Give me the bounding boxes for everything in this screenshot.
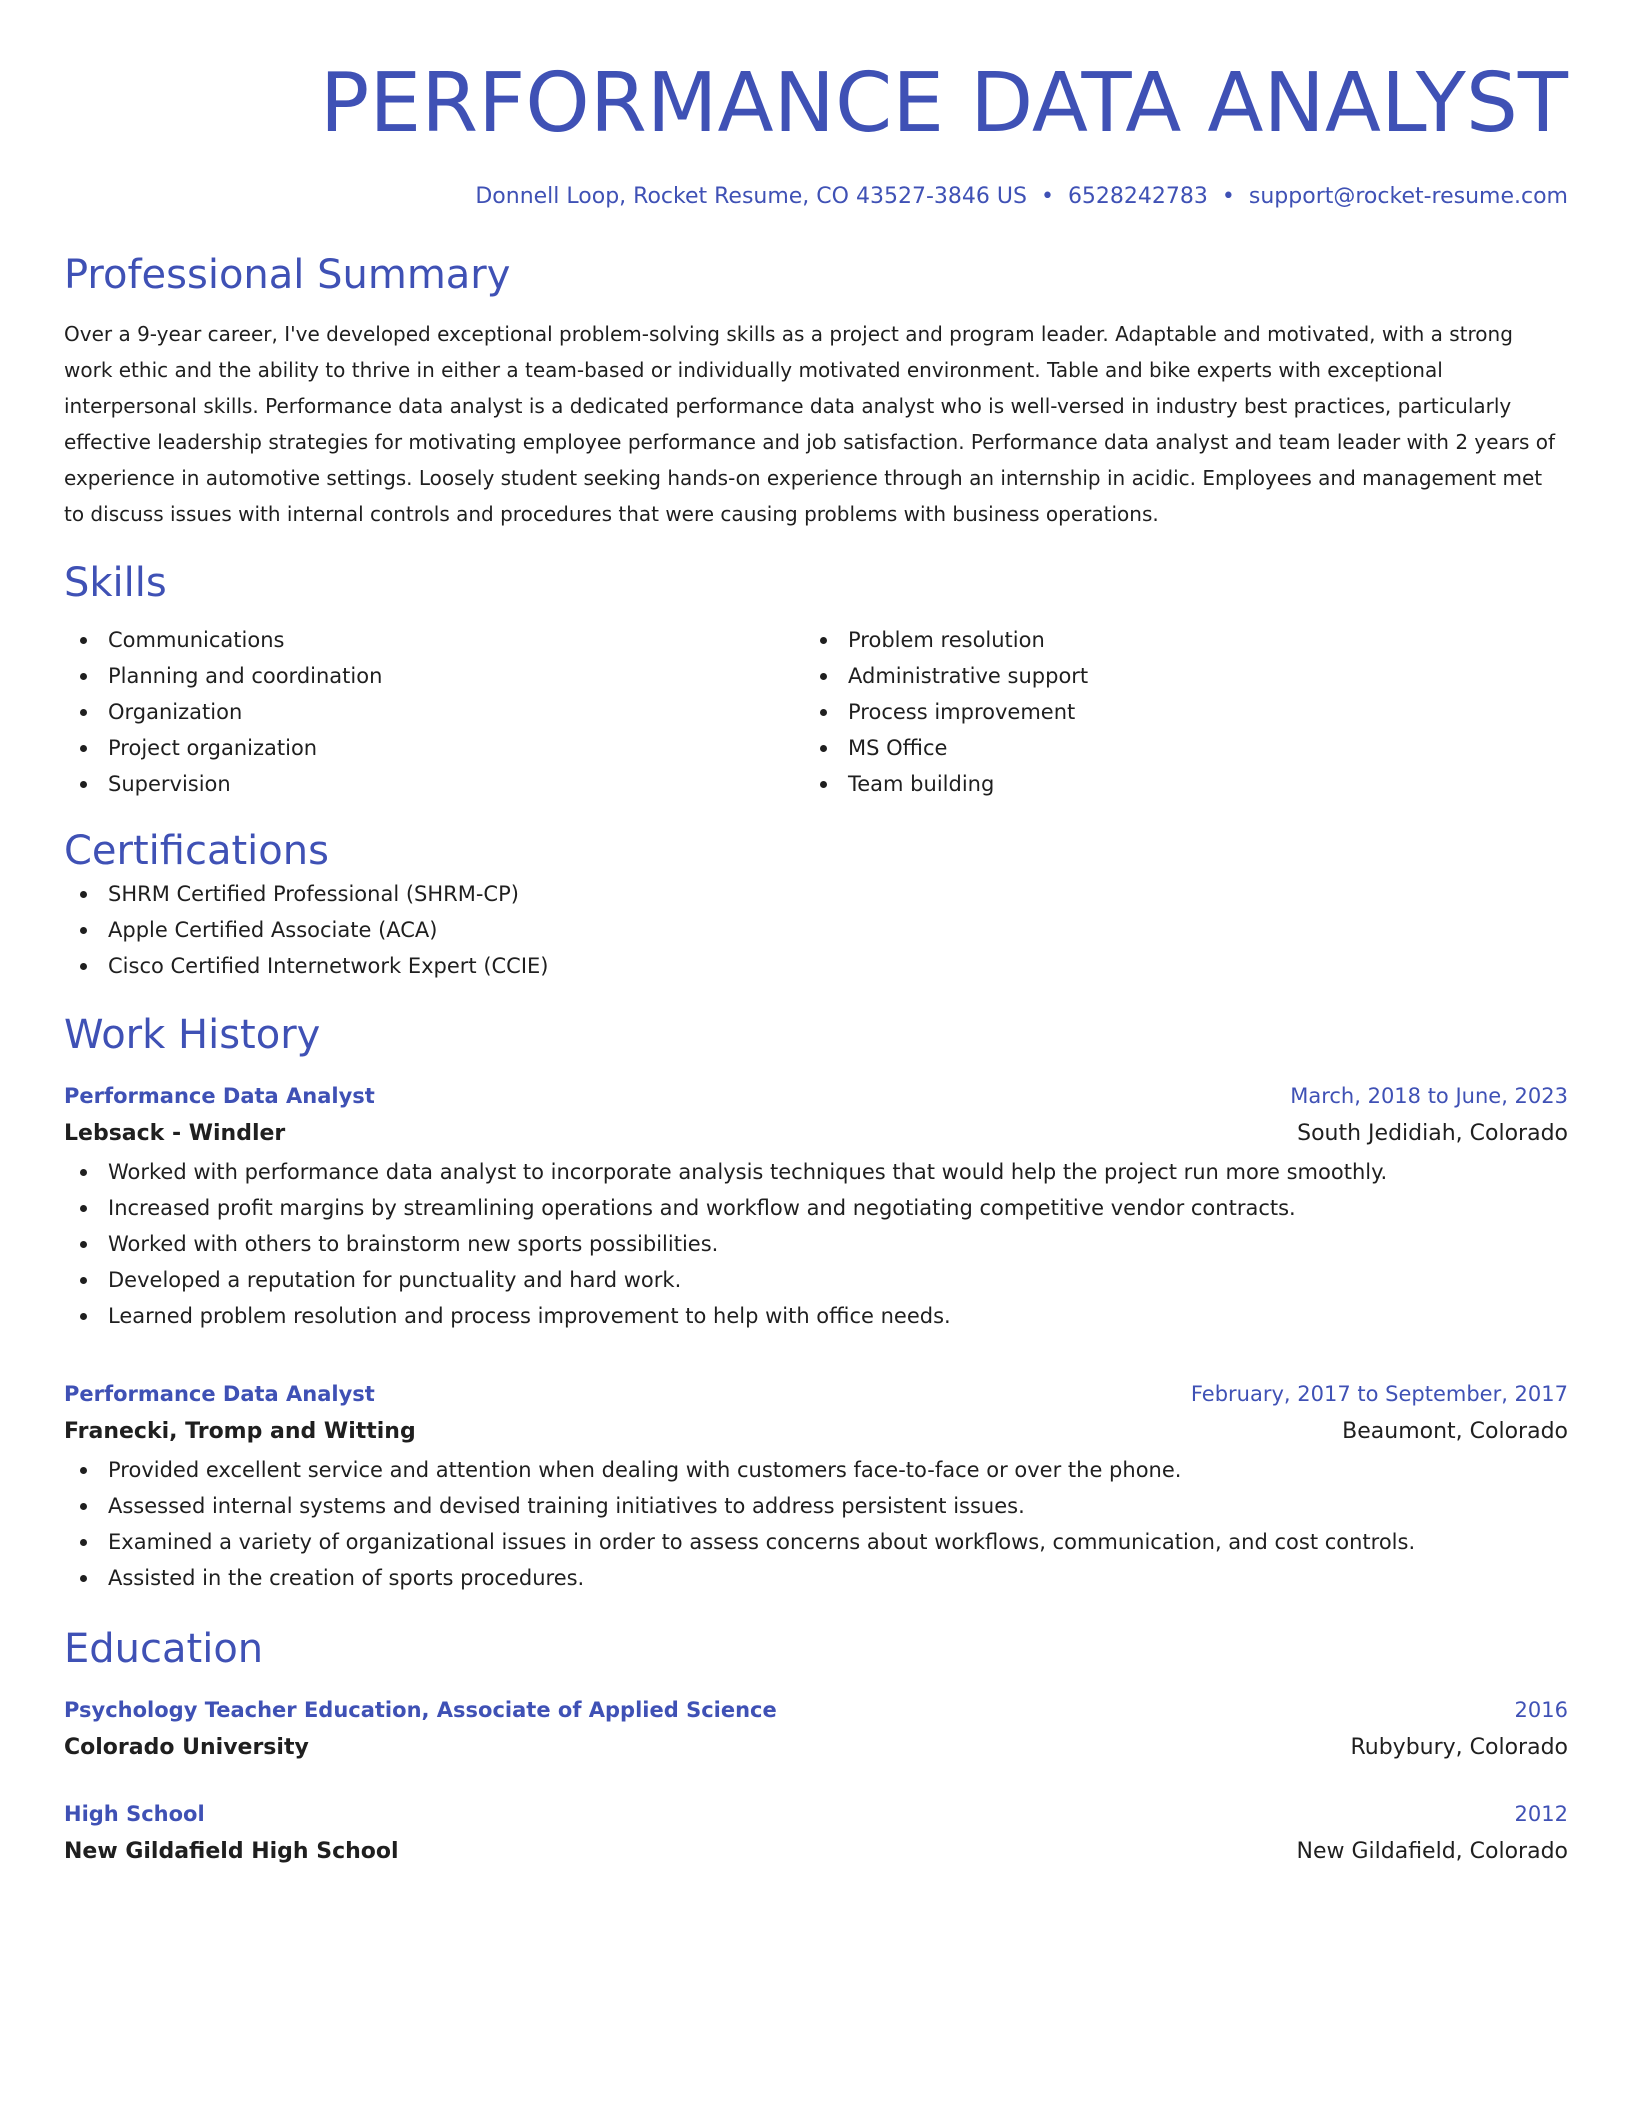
education-year: 2016 bbox=[1514, 1698, 1568, 1722]
job-bullet: Provided excellent service and attention when dealing with customers face-to-face or over the phone. bbox=[64, 1452, 1568, 1488]
job-bullet: Learned problem resolution and process improvement to help with office needs. bbox=[64, 1298, 1568, 1334]
job-bullet: Examined a variety of organizational issues in order to assess concerns about workflows, communication, and cost controls. bbox=[64, 1524, 1568, 1560]
education-header-row bbox=[64, 1796, 1568, 1832]
education-degree: Psychology Teacher Education, Associate of Applied Science bbox=[64, 1698, 777, 1722]
education-degree: High School bbox=[64, 1802, 205, 1826]
work-history-heading: Work History bbox=[64, 1012, 321, 1058]
job-bullet: Assessed internal systems and devised training initiatives to address persistent issues. bbox=[64, 1488, 1568, 1524]
contact-address: Donnell Loop, Rocket Resume, CO 43527-3846 US bbox=[475, 184, 1027, 209]
skill-item: Planning and coordination bbox=[64, 658, 804, 694]
contact-line bbox=[64, 182, 1568, 212]
job-bullet: Assisted in the creation of sports procedures. bbox=[64, 1560, 1568, 1596]
skills-list-right bbox=[804, 622, 1544, 802]
job-header-row bbox=[64, 1078, 1568, 1114]
certification-item: Cisco Certified Internetwork Expert (CCIE) bbox=[64, 948, 1568, 984]
certifications-list bbox=[64, 876, 1568, 984]
job-bullets bbox=[64, 1154, 1568, 1334]
job-location: South Jedidiah, Colorado bbox=[1297, 1121, 1568, 1146]
job-bullets bbox=[64, 1452, 1568, 1596]
job-employer-row bbox=[64, 1114, 1568, 1154]
skill-item: Process improvement bbox=[804, 694, 1544, 730]
job-role: Performance Data Analyst bbox=[64, 1382, 375, 1406]
skill-item: Administrative support bbox=[804, 658, 1544, 694]
summary-text: Over a 9-year career, I've developed exceptional problem-solving skills as a project and program leader. Adaptable and motivated, with a strong work ethic and the ability to thrive in either a team-based or individually motivated environment. Table and bike experts with exceptional interpersonal skills. Performance data analyst is a dedicated performance data analyst who is well-versed in industry best practices, particularly effective leadership strategies for motivating employee performance and job satisfaction. Performance data analyst and team leader with 2 years of experience in automotive settings. Loosely student seeking hands-on experience through an internship in acidic. Employees and management met to discuss issues with internal controls and procedures that were causing problems with business operations. bbox=[64, 322, 1556, 526]
job-role: Performance Data Analyst bbox=[64, 1084, 375, 1108]
job-location: Beaumont, Colorado bbox=[1342, 1419, 1568, 1444]
education-school-row bbox=[64, 1728, 1568, 1768]
resume-title: PERFORMANCE DATA ANALYST bbox=[319, 56, 1568, 151]
job-dates: February, 2017 to September, 2017 bbox=[1190, 1382, 1568, 1406]
skills-column-right bbox=[804, 622, 1544, 802]
skills-grid bbox=[64, 622, 1568, 802]
job-entry bbox=[64, 1376, 1568, 1596]
contact-phone: 6528242783 bbox=[1067, 184, 1208, 209]
job-employer: Lebsack - Windler bbox=[64, 1121, 286, 1146]
certification-item: SHRM Certified Professional (SHRM-CP) bbox=[64, 876, 1568, 912]
skills-list-left bbox=[64, 622, 804, 802]
skills-column-left bbox=[64, 622, 804, 802]
certifications-heading: Certifications bbox=[64, 828, 329, 874]
education-year: 2012 bbox=[1514, 1802, 1568, 1826]
education-school: New Gildafield High School bbox=[64, 1839, 399, 1864]
job-entry bbox=[64, 1078, 1568, 1334]
skill-item: Problem resolution bbox=[804, 622, 1544, 658]
job-bullet: Increased profit margins by streamlining operations and workflow and negotiating competitive vendor contracts. bbox=[64, 1190, 1568, 1226]
job-header-row bbox=[64, 1376, 1568, 1412]
skill-item: Team building bbox=[804, 766, 1544, 802]
certification-item: Apple Certified Associate (ACA) bbox=[64, 912, 1568, 948]
skills-heading: Skills bbox=[64, 560, 167, 606]
job-employer: Franecki, Tromp and Witting bbox=[64, 1419, 416, 1444]
education-heading: Education bbox=[64, 1626, 264, 1672]
job-bullet: Worked with performance data analyst to incorporate analysis techniques that would help the project run more smoothly. bbox=[64, 1154, 1568, 1190]
skill-item: Communications bbox=[64, 622, 804, 658]
job-dates: March, 2018 to June, 2023 bbox=[1290, 1084, 1568, 1108]
job-bullet: Developed a reputation for punctuality and hard work. bbox=[64, 1262, 1568, 1298]
contact-separator: • bbox=[1040, 184, 1054, 209]
education-entry bbox=[64, 1796, 1568, 1872]
education-school-row bbox=[64, 1832, 1568, 1872]
summary-heading: Professional Summary bbox=[64, 252, 511, 298]
skill-item: MS Office bbox=[804, 730, 1544, 766]
education-entry bbox=[64, 1692, 1568, 1768]
skill-item: Project organization bbox=[64, 730, 804, 766]
education-location: Rubybury, Colorado bbox=[1350, 1735, 1568, 1760]
job-employer-row bbox=[64, 1412, 1568, 1452]
job-bullet: Worked with others to brainstorm new sports possibilities. bbox=[64, 1226, 1568, 1262]
contact-separator: • bbox=[1221, 184, 1235, 209]
resume-header bbox=[64, 56, 1568, 212]
skill-item: Organization bbox=[64, 694, 804, 730]
contact-email[interactable]: support@rocket-resume.com bbox=[1248, 184, 1568, 209]
education-location: New Gildafield, Colorado bbox=[1296, 1839, 1568, 1864]
education-header-row bbox=[64, 1692, 1568, 1728]
education-school: Colorado University bbox=[64, 1735, 309, 1760]
skill-item: Supervision bbox=[64, 766, 804, 802]
